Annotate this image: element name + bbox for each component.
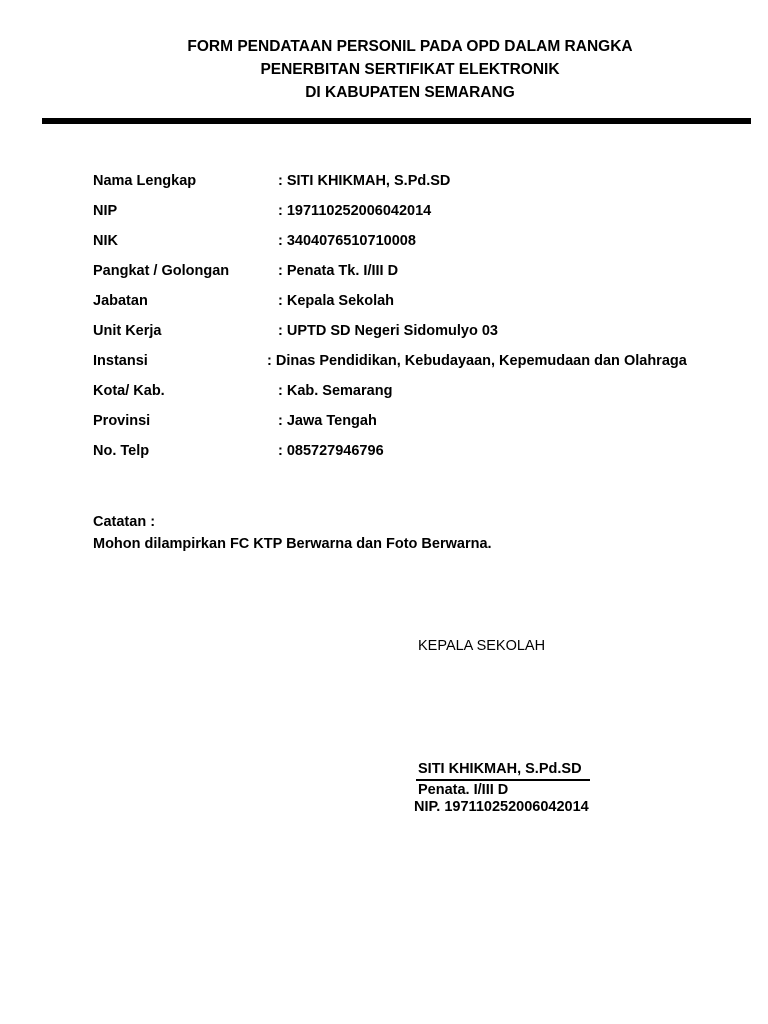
field-value: : Dinas Pendidikan, Kebudayaan, Kepemudaan dan Olahraga <box>267 353 687 369</box>
field-label: Unit Kerja <box>93 323 162 339</box>
title-line-1: FORM PENDATAAN PERSONIL PADA OPD DALAM RANGKA <box>187 38 633 55</box>
signature-role: KEPALA SEKOLAH <box>418 638 546 654</box>
field-label: Kota/ Kab. <box>93 383 165 399</box>
field-value: : 3404076510710008 <box>278 233 416 249</box>
field-value: : Kepala Sekolah <box>278 293 395 309</box>
field-label: Jabatan <box>93 293 148 309</box>
note-heading: Catatan : <box>93 514 156 530</box>
form-title <box>0 35 768 104</box>
signature-nip: NIP. 197110252006042014 <box>414 799 589 815</box>
field-label: NIK <box>93 233 118 249</box>
field-value: : 197110252006042014 <box>278 203 432 219</box>
field-value: : SITI KHIKMAH, S.Pd.SD <box>278 173 451 189</box>
field-label: No. Telp <box>93 443 150 459</box>
field-label: Instansi <box>93 353 148 369</box>
field-label: NIP <box>93 203 118 219</box>
header-divider <box>42 118 751 124</box>
note-text: Mohon dilampirkan FC KTP Berwarna dan Foto Berwarna. <box>93 536 492 552</box>
title-line-2: PENERBITAN SERTIFIKAT ELEKTRONIK <box>260 61 560 78</box>
field-value: : UPTD SD Negeri Sidomulyo 03 <box>278 323 498 339</box>
field-value: : Penata Tk. I/III D <box>278 263 399 279</box>
field-value: : Jawa Tengah <box>278 413 377 429</box>
field-label: Nama Lengkap <box>93 173 197 189</box>
field-label: Provinsi <box>93 413 151 429</box>
title-line-3: DI KABUPATEN SEMARANG <box>305 84 515 101</box>
field-label: Pangkat / Golongan <box>93 263 230 279</box>
signature-rank: Penata. I/III D <box>418 782 509 798</box>
field-value: : Kab. Semarang <box>278 383 393 399</box>
field-value: : 085727946796 <box>278 443 384 459</box>
signature-name: SITI KHIKMAH, S.Pd.SD <box>418 761 582 777</box>
